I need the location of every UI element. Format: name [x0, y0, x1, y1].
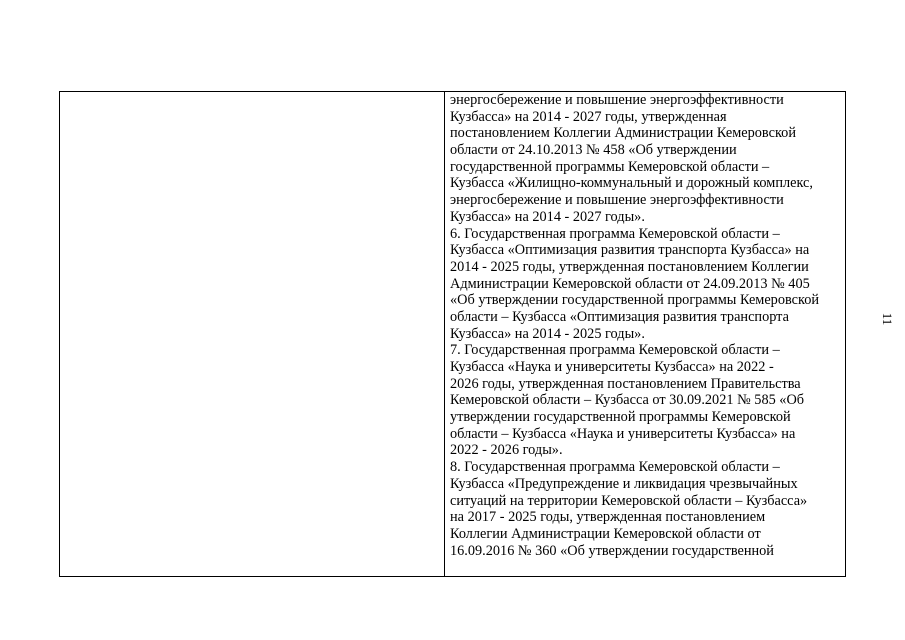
text-line: «Об утверждении государственной программы Кемеровской — [450, 292, 820, 309]
text-line: постановлением Коллегии Администрации Кемеровской — [450, 125, 796, 142]
text-line: Кузбасса «Наука и университеты Кузбасса» на 2022 - — [450, 359, 774, 375]
text-line: 6. Государственная программа Кемеровской области – — [450, 225, 780, 242]
text-line: энергосбережение и повышение энергоэффективности — [450, 92, 784, 108]
text-line: Администрации Кемеровской области от 24.09.2013 № 405 — [450, 275, 810, 292]
text-line: Кузбасса» на 2014 - 2027 годы». — [450, 208, 645, 225]
table-cell-right — [445, 92, 845, 576]
text-line: 2022 - 2026 годы». — [450, 442, 563, 459]
table-cell-left — [60, 92, 445, 576]
text-line: Коллегии Администрации Кемеровской области от — [450, 525, 761, 542]
text-line: на 2017 - 2025 годы, утвержденная постановлением — [450, 509, 766, 526]
text-line: Кемеровской области – Кузбасса от 30.09.2021 № 585 «Об — [450, 392, 805, 409]
text-line: 2026 годы, утвержденная постановлением Правительства — [450, 375, 801, 392]
document-table — [59, 91, 846, 577]
text-line: ситуаций на территории Кемеровской области – Кузбасса» — [450, 492, 808, 509]
text-line: утверждении государственной программы Кемеровской — [450, 409, 791, 426]
text-line: государственной программы Кемеровской области – — [450, 158, 770, 175]
text-line: области – Кузбасса «Наука и университеты Кузбасса» на — [450, 425, 796, 442]
text-line: 2014 - 2025 годы, утвержденная постановлением Коллегии — [450, 258, 809, 275]
text-line: Кузбасса «Оптимизация развития транспорта Кузбасса» на — [450, 242, 810, 259]
text-line: Кузбасса «Жилищно-коммунальный и дорожный комплекс, — [450, 175, 813, 192]
text-line: энергосбережение и повышение энергоэффективности — [450, 192, 784, 209]
page-number: 11 — [880, 312, 895, 326]
text-line: 16.09.2016 № 360 «Об утверждении государственной — [450, 542, 774, 559]
text-line: Кузбасса» на 2014 - 2025 годы». — [450, 325, 645, 342]
text-line: Кузбасса «Предупреждение и ликвидация чрезвычайных — [450, 475, 798, 492]
text-line: Кузбасса» на 2014 - 2027 годы, утвержденная — [450, 108, 727, 125]
text-line: 7. Государственная программа Кемеровской области – — [450, 342, 780, 359]
text-line: области – Кузбасса «Оптимизация развития транспорта — [450, 308, 789, 325]
text-line: 8. Государственная программа Кемеровской области – — [450, 459, 780, 476]
text-line: области от 24.10.2013 № 458 «Об утверждении — [450, 142, 737, 159]
